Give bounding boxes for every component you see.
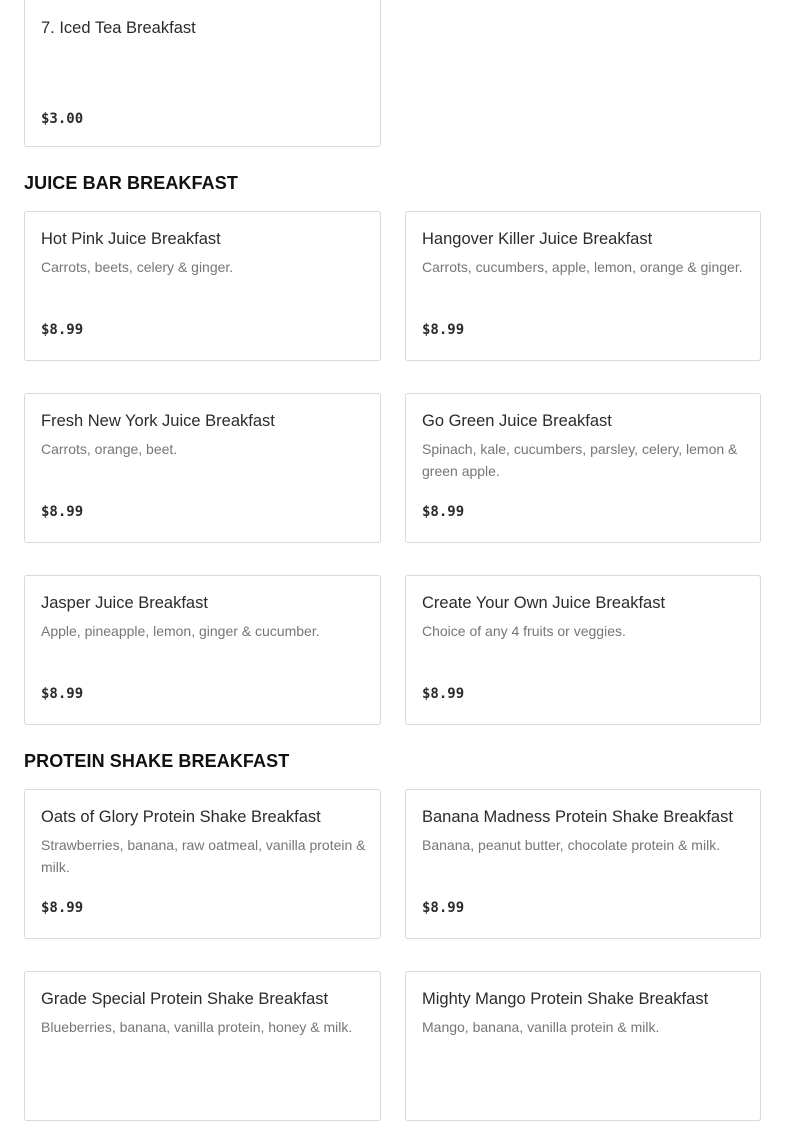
menu-item-description: Apple, pineapple, lemon, ginger & cucumber. [41,623,320,639]
menu-item-card[interactable] [24,789,381,939]
menu-item-description: Banana, peanut butter, chocolate protein & milk. [422,837,721,853]
menu-item-name: 7. Iced Tea Breakfast [41,19,196,37]
menu-item-price: $8.99 [422,686,465,702]
menu-item-price: $8.99 [422,322,465,338]
menu-item-description: Choice of any 4 fruits or veggies. [422,623,626,639]
menu-item-price: $8.99 [41,900,84,916]
menu-item-card[interactable] [24,393,381,543]
menu-item-description: Carrots, cucumbers, apple, lemon, orange & ginger. [422,259,743,275]
menu-item-description: Carrots, orange, beet. [41,441,178,457]
section-heading-protein-shake: PROTEIN SHAKE BREAKFAST [24,751,290,771]
menu-item-price: $8.99 [422,504,465,520]
section-heading-juice-bar: JUICE BAR BREAKFAST [24,173,238,193]
menu-item-name: Hangover Killer Juice Breakfast [422,230,653,248]
menu-item-card[interactable] [24,575,381,725]
menu-item-card[interactable] [405,211,761,361]
menu-item-price: $8.99 [41,322,84,338]
menu-item-name: Create Your Own Juice Breakfast [422,594,666,612]
menu-item-card[interactable] [405,971,761,1121]
menu-item-card[interactable] [24,0,381,147]
menu-item-price: $8.99 [422,900,465,916]
menu-item-name: Jasper Juice Breakfast [41,594,208,612]
menu-item-name: Hot Pink Juice Breakfast [41,230,221,248]
menu-item-name: Grade Special Protein Shake Breakfast [41,990,329,1008]
menu-item-description: Strawberries, banana, raw oatmeal, vanilla protein & milk. [41,837,366,875]
menu-item-name: Banana Madness Protein Shake Breakfast [422,808,733,826]
menu-item-card[interactable] [405,789,761,939]
menu-item-name: Mighty Mango Protein Shake Breakfast [422,990,709,1008]
menu-item-name: Go Green Juice Breakfast [422,412,612,430]
menu-item-description: Blueberries, banana, vanilla protein, honey & milk. [41,1019,353,1035]
menu-item-card[interactable] [24,971,381,1121]
menu-item-price: $3.00 [41,111,84,127]
menu-item-card[interactable] [24,211,381,361]
menu-item-name: Fresh New York Juice Breakfast [41,412,275,430]
menu-item-description: Spinach, kale, cucumbers, parsley, celery, lemon & green apple. [422,441,738,479]
menu-item-price: $8.99 [41,504,84,520]
menu-item-description: Mango, banana, vanilla protein & milk. [422,1019,660,1035]
menu-item-price: $8.99 [41,686,84,702]
menu-item-card[interactable] [405,575,761,725]
menu-item-card[interactable] [405,393,761,543]
menu-item-description: Carrots, beets, celery & ginger. [41,259,234,275]
menu-item-name: Oats of Glory Protein Shake Breakfast [41,808,321,826]
